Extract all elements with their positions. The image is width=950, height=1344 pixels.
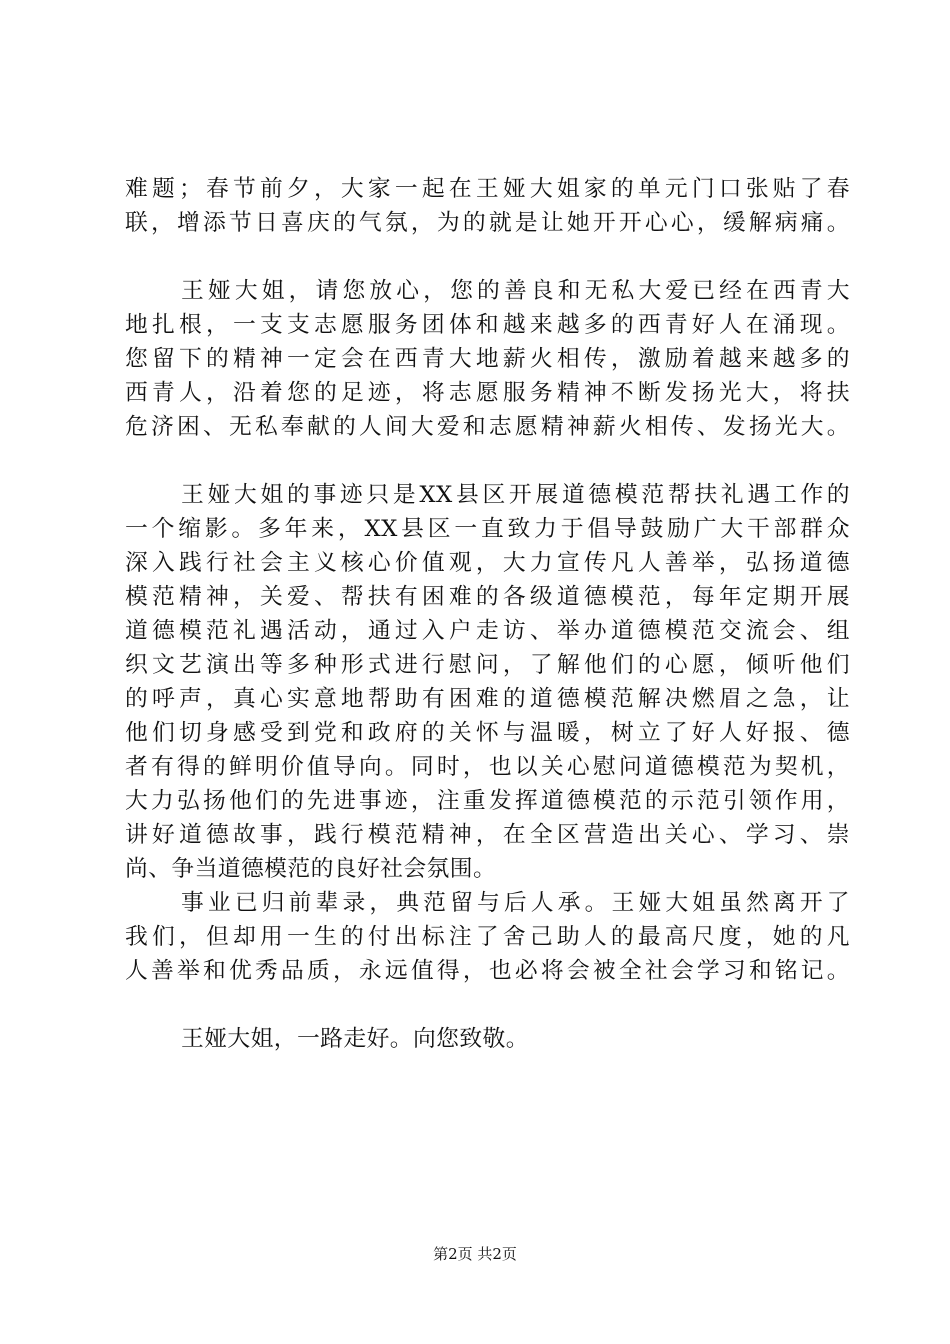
paragraph-1 [125,172,850,240]
text-line: 危济困、无私奉献的人间大爱和志愿精神薪火相传、发扬光大。 [125,414,850,440]
text-line: 西青人，沿着您的足迹，将志愿服务精神不断发扬光大，将扶 [125,380,850,406]
text-line: 我们，但却用一生的付出标注了舍己助人的最高尺度，她的凡 [125,924,850,950]
text-line: 难题；春节前夕，大家一起在王娅大姐家的单元门口张贴了春 [125,176,850,202]
text-line: 地扎根，一支支志愿服务团体和越来越多的西青好人在涌现。 [125,312,850,338]
paragraph-3 [125,478,850,886]
text-line: 尚、争当道德模范的良好社会氛围。 [125,856,497,882]
text-line: 事业已归前辈录，典范留与后人承。王娅大姐虽然离开了 [181,890,850,916]
text-line: 王娅大姐，请您放心，您的善良和无私大爱已经在西青大 [181,278,850,304]
text-line: 一个缩影。多年来，XX县区一直致力于倡导鼓励广大干部群众 [125,516,850,542]
paragraph-gap [125,988,850,1022]
paragraph-2 [125,274,850,444]
text-line: 人善举和优秀品质，永远值得，也必将会被全社会学习和铭记。 [125,958,850,984]
text-line: 讲好道德故事，践行模范精神，在全区营造出关心、学习、崇 [125,822,850,848]
text-line: 王娅大姐的事迹只是XX县区开展道德模范帮扶礼遇工作的 [181,482,850,508]
text-line: 他们切身感受到党和政府的关怀与温暖，树立了好人好报、德 [125,720,850,746]
text-line: 大力弘扬他们的先进事迹，注重发挥道德模范的示范引领作用， [125,788,850,814]
text-line: 道德模范礼遇活动，通过入户走访、举办道德模范交流会、组 [125,618,850,644]
text-line: 您留下的精神一定会在西青大地薪火相传，激励着越来越多的 [125,346,850,372]
text-line: 织文艺演出等多种形式进行慰问，了解他们的心愿，倾听他们 [125,652,850,678]
text-line: 者有得的鲜明价值导向。同时，也以关心慰问道德模范为契机， [125,754,850,780]
paragraph-gap [125,444,850,478]
text-line: 王娅大姐，一路走好。向您致敬。 [181,1026,529,1052]
text-line: 模范精神，关爱、帮扶有困难的各级道德模范，每年定期开展 [125,584,850,610]
document-body [125,172,850,1056]
paragraph-5 [125,1022,850,1056]
text-line: 的呼声，真心实意地帮助有困难的道德模范解决燃眉之急，让 [125,686,850,712]
paragraph-4 [125,886,850,988]
text-line: 联，增添节日喜庆的气氛，为的就是让她开开心心，缓解病痛。 [125,210,850,236]
paragraph-gap [125,240,850,274]
page-number-footer: 第2页 共2页 [433,1245,517,1263]
text-line: 深入践行社会主义核心价值观，大力宣传凡人善举，弘扬道德 [125,550,850,576]
